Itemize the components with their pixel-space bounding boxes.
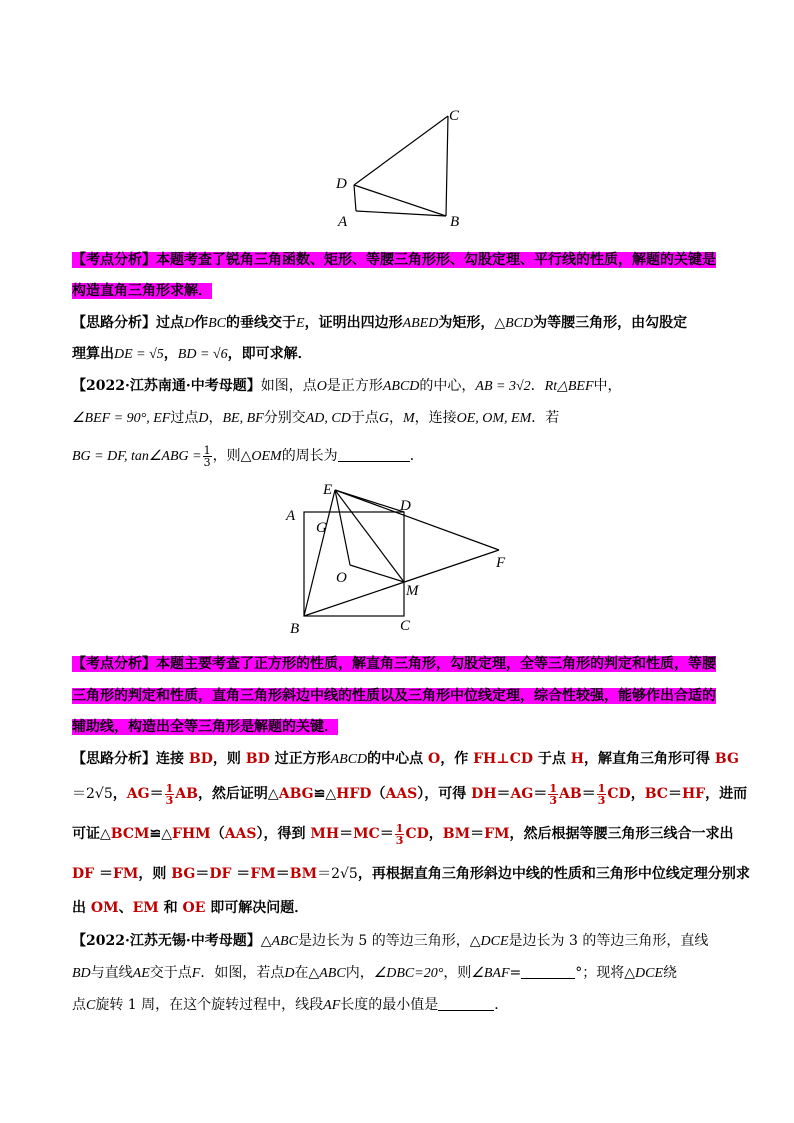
- figure-2-square-diagram: [280, 478, 520, 640]
- answer-blank-angle[interactable]: [521, 964, 575, 979]
- analysis-1-line-1: 【考点分析】本题考查了锐角三角函数、矩形、等腰三角形形、勾股定理、平行线的性质，解题的关键是: [72, 252, 716, 268]
- fraction-one-third: $\frac{1}{3}$: [203, 443, 211, 469]
- fraction-one-third: $\frac{1}{3}$: [597, 781, 606, 807]
- label-E: E: [323, 482, 333, 498]
- analysis-1-line-2: 构造直角三角形求解．: [72, 283, 212, 299]
- label-B: B: [450, 214, 460, 230]
- label-M: M: [406, 583, 419, 599]
- figure-1-triangle-diagram: [330, 100, 470, 230]
- problem-3-line-2: BD与直线AE交于点F．如图，若点D在△ABC内，∠DBC=20°，则∠BAF= °；现将△DCE绕: [72, 965, 678, 981]
- fraction-one-third: $\frac{1}{3}$: [395, 821, 404, 847]
- idea-2-line-4: DF ＝FM，则 BG＝DF ＝FM＝BM＝2√5，再根据直角三角形斜边中线的性质和三角形中位线定理分别求: [72, 866, 750, 882]
- fraction-one-third: $\frac{1}{3}$: [549, 781, 558, 807]
- answer-blank-min-length[interactable]: [438, 996, 494, 1011]
- idea-2-line-3: 可证△BCM≌△FHM（AAS），得到 MH＝MC＝ $\frac{1}{3}$ CD，BM＝FM，然后根据等腰三角形三线合一求出: [72, 821, 734, 847]
- label-C: C: [400, 618, 411, 634]
- problem-3-line-3: 点C旋转 1 周，在这个旋转过程中，线段AF长度的最小值是 ．: [72, 997, 509, 1013]
- idea-1-line-2: 理算出DE = √5，BD = √6，即可求解．: [72, 346, 312, 362]
- analysis-2-line-2: 三角形的判定和性质，直角三角形斜边中线的性质以及三角形中位线定理，综合性较强，能够作出合适的: [72, 688, 716, 704]
- problem-3-line-1: 【2022·江苏无锡·中考母题】△ABC是边长为 5 的等边三角形，△DCE是边长为 3 的等边三角形，直线: [72, 933, 709, 949]
- label-C: C: [449, 108, 460, 124]
- answer-blank[interactable]: [338, 447, 410, 462]
- fraction-one-third: $\frac{1}{3}$: [165, 781, 174, 807]
- idea-2-line-2: ＝2√5，AG＝ $\frac{1}{3}$ AB，然后证明△ABG≌△HFD（AAS），可得 DH＝AG＝ $\frac{1}{3}$ AB＝ $\frac{1}{3}$ CD，BC＝HF，进而: [72, 781, 748, 807]
- label-F: F: [496, 555, 506, 571]
- idea-2-line-5: 出 OM、EM 和 OE 即可解决问题．: [72, 900, 309, 916]
- idea-1-line-1: 【思路分析】过点D作BC的垂线交于E，证明出四边形ABED为矩形，△BCD为等腰三角形，由勾股定: [72, 315, 688, 331]
- problem-2-line-2: ∠BEF = 90°, EF过点D，BE, BF分别交AD, CD于点G，M，连接OE, OM, EM．若: [72, 410, 560, 426]
- analysis-2-line-1: 【考点分析】本题主要考查了正方形的性质，解直角三角形，勾股定理，全等三角形的判定和性质，等腰: [72, 656, 716, 672]
- label-D: D: [336, 176, 347, 192]
- label-A: A: [338, 214, 348, 230]
- label-O: O: [336, 570, 347, 586]
- label-G: G: [316, 520, 327, 536]
- idea-2-line-1: 【思路分析】连接 BD，则 BD 过正方形ABCD的中心点 O，作 FH⊥CD 于点 H，解直角三角形可得 BG: [72, 751, 739, 767]
- label-A: A: [286, 508, 296, 524]
- analysis-2-line-3: 辅助线，构造出全等三角形是解题的关键．: [72, 719, 338, 735]
- label-D: D: [400, 498, 411, 514]
- problem-2-line-3: BG = DF, tan∠ABG = $\frac{1}{3}$ ，则△OEM的周长为 ．: [72, 443, 424, 469]
- label-B: B: [290, 621, 300, 637]
- problem-2-line-1: 【2022·江苏南通·中考母题】如图，点O是正方形ABCD的中心，AB = 3√2．Rt△BEF中，: [72, 378, 622, 394]
